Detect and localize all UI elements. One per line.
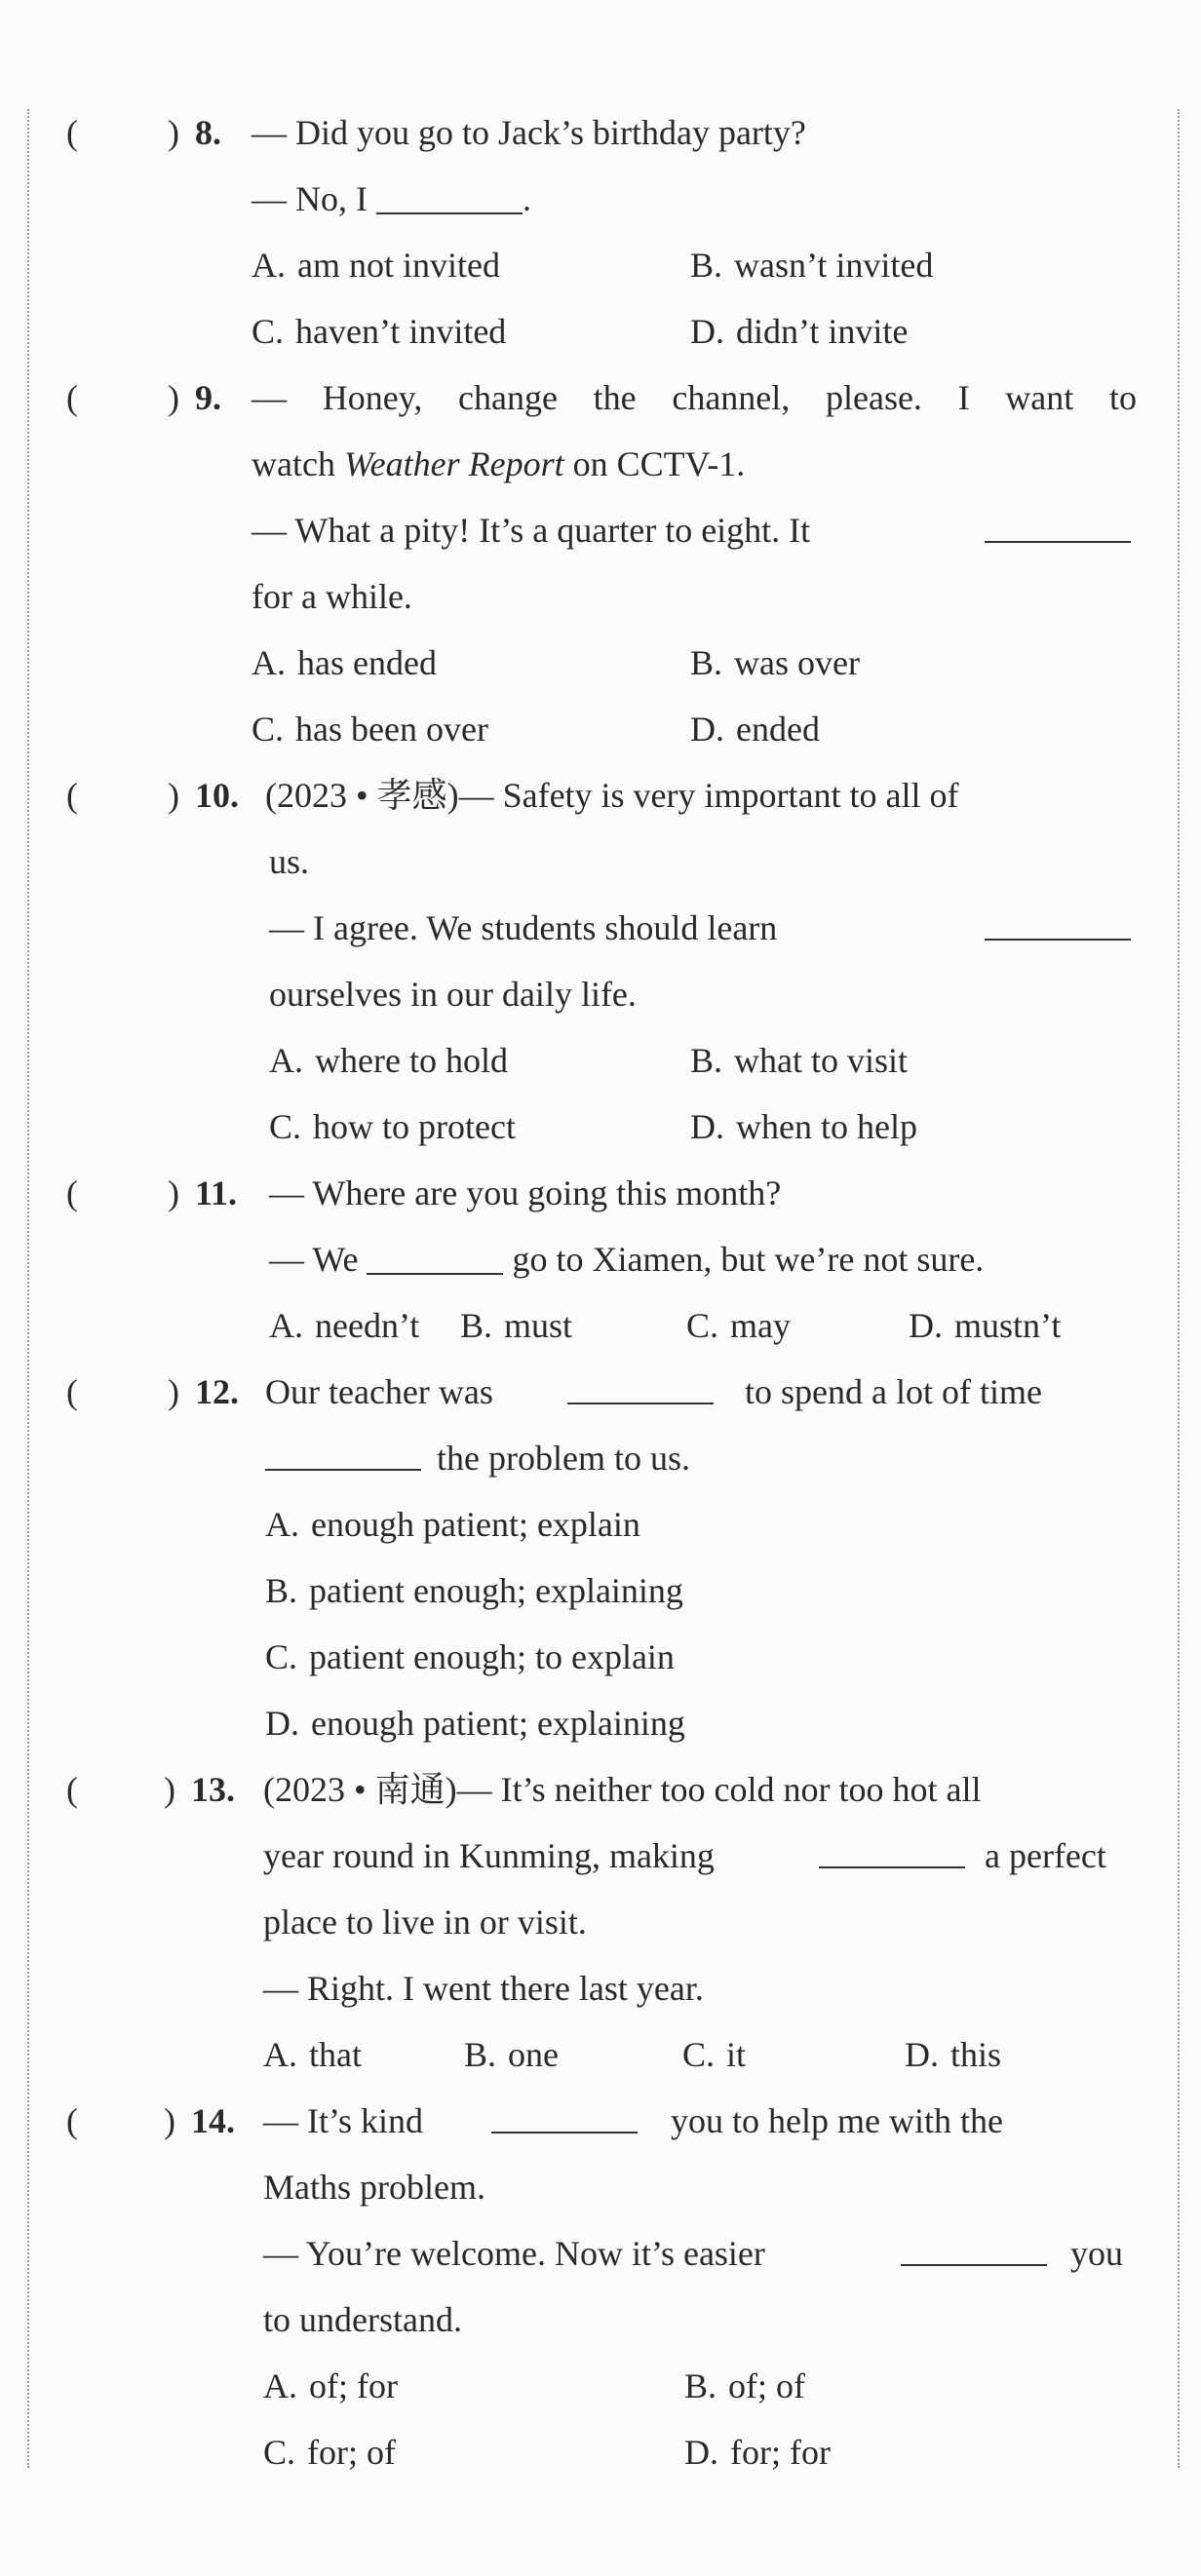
question-text: watch Weather Report on CCTV-1. (252, 444, 746, 483)
answer-blank[interactable] (491, 2131, 638, 2134)
option-d: D. enough patient; explaining (265, 1704, 685, 1743)
option-a: A. am not invited (252, 246, 500, 285)
answer-paren-close: ) (164, 2101, 175, 2140)
question-text: — Where are you going this month? (269, 1173, 782, 1212)
answer-blank[interactable] (985, 938, 1131, 941)
option-d: D. mustn’t (909, 1306, 1062, 1345)
answer-paren-open: ( (66, 1770, 78, 1809)
question-text: a perfect (985, 1836, 1106, 1875)
option-b: B. wasn’t invited (690, 246, 934, 285)
answer-blank[interactable] (367, 1272, 503, 1275)
reply-text: to understand. (263, 2300, 462, 2339)
question-text: place to live in or visit. (263, 1903, 587, 1942)
answer-paren-open: ( (66, 776, 78, 815)
question-number: 13. (191, 1770, 235, 1809)
answer-paren-close: ) (168, 1372, 179, 1411)
answer-paren-open: ( (66, 113, 78, 152)
option-c: C. how to protect (269, 1107, 516, 1146)
option-c: C. patient enough; to explain (265, 1637, 675, 1676)
reply-text: — You’re welcome. Now it’s easier (263, 2234, 765, 2273)
reply-text: for a while. (252, 577, 412, 616)
option-c: C. for; of (263, 2433, 396, 2472)
option-d: D. ended (690, 710, 820, 749)
question-text: Our teacher was (265, 1372, 493, 1411)
answer-blank[interactable] (265, 1468, 421, 1471)
option-b: B. one (464, 2035, 559, 2074)
question-number: 9. (195, 378, 221, 417)
option-b: B. what to visit (690, 1041, 909, 1080)
answer-blank[interactable] (819, 1865, 965, 1868)
answer-paren-close: ) (168, 776, 179, 815)
program-title: Weather Report (343, 444, 564, 483)
answer-paren-open: ( (66, 378, 78, 417)
question-text: — It’s kind (263, 2101, 424, 2140)
question-number: 11. (195, 1173, 238, 1212)
answer-blank[interactable] (567, 1402, 714, 1404)
reply-text: — I agree. We students should learn (269, 908, 778, 947)
right-margin-rule (1178, 109, 1180, 2468)
option-a: A. needn’t (269, 1306, 420, 1345)
option-a: A. where to hold (269, 1041, 508, 1080)
reply-text: — No, I . (252, 179, 531, 218)
answer-paren-open: ( (66, 2101, 78, 2140)
question-text: (2023 • 南通)— It’s neither too cold nor too hot all (263, 1770, 982, 1809)
answer-blank[interactable] (985, 540, 1131, 543)
question-text: year round in Kunming, making (263, 1836, 715, 1875)
question-number: 8. (195, 113, 221, 152)
option-b: B. patient enough; explaining (265, 1571, 683, 1610)
answer-blank[interactable] (376, 211, 523, 214)
option-b: B. must (460, 1306, 573, 1345)
option-d: D. when to help (690, 1107, 917, 1146)
question-text: Maths problem. (263, 2168, 485, 2207)
option-c: C. haven’t invited (252, 312, 507, 351)
reply-text: — Right. I went there last year. (263, 1969, 704, 2008)
question-number: 10. (195, 776, 239, 815)
question-text: to spend a lot of time (745, 1372, 1042, 1411)
question-number: 12. (195, 1372, 239, 1411)
answer-paren-open: ( (66, 1173, 78, 1212)
question-number: 14. (191, 2101, 235, 2140)
reply-text: — What a pity! It’s a quarter to eight. It (252, 511, 811, 550)
answer-paren-close: ) (168, 1173, 179, 1212)
option-b: B. of; of (684, 2366, 805, 2405)
option-b: B. was over (690, 643, 860, 682)
question-text: the problem to us. (437, 1439, 690, 1478)
option-a: A. has ended (252, 643, 437, 682)
answer-paren-close: ) (164, 1770, 175, 1809)
option-d: D. this (905, 2035, 1002, 2074)
answer-paren-close: ) (168, 113, 179, 152)
reply-text: ourselves in our daily life. (269, 975, 637, 1014)
option-d: D. didn’t invite (690, 312, 909, 351)
reply-text: you (1070, 2234, 1123, 2273)
question-text: us. (269, 842, 310, 881)
answer-blank[interactable] (901, 2263, 1047, 2266)
question-text: — Did you go to Jack’s birthday party? (252, 113, 806, 152)
option-a: A. that (263, 2035, 362, 2074)
left-margin-rule (27, 109, 29, 2468)
answer-paren-close: ) (168, 378, 179, 417)
option-c: C. it (682, 2035, 747, 2074)
answer-paren-open: ( (66, 1372, 78, 1411)
option-d: D. for; for (684, 2433, 831, 2472)
option-c: C. has been over (252, 710, 488, 749)
option-a: A. enough patient; explain (265, 1505, 640, 1544)
option-a: A. of; for (263, 2366, 398, 2405)
question-text: — Honey, change the channel, please. I want to (252, 378, 1137, 417)
option-c: C. may (686, 1306, 791, 1345)
question-text: (2023 • 孝感)— Safety is very important to all of (265, 776, 959, 815)
question-text: you to help me with the (671, 2101, 1003, 2140)
reply-text: — We go to Xiamen, but we’re not sure. (269, 1240, 985, 1279)
